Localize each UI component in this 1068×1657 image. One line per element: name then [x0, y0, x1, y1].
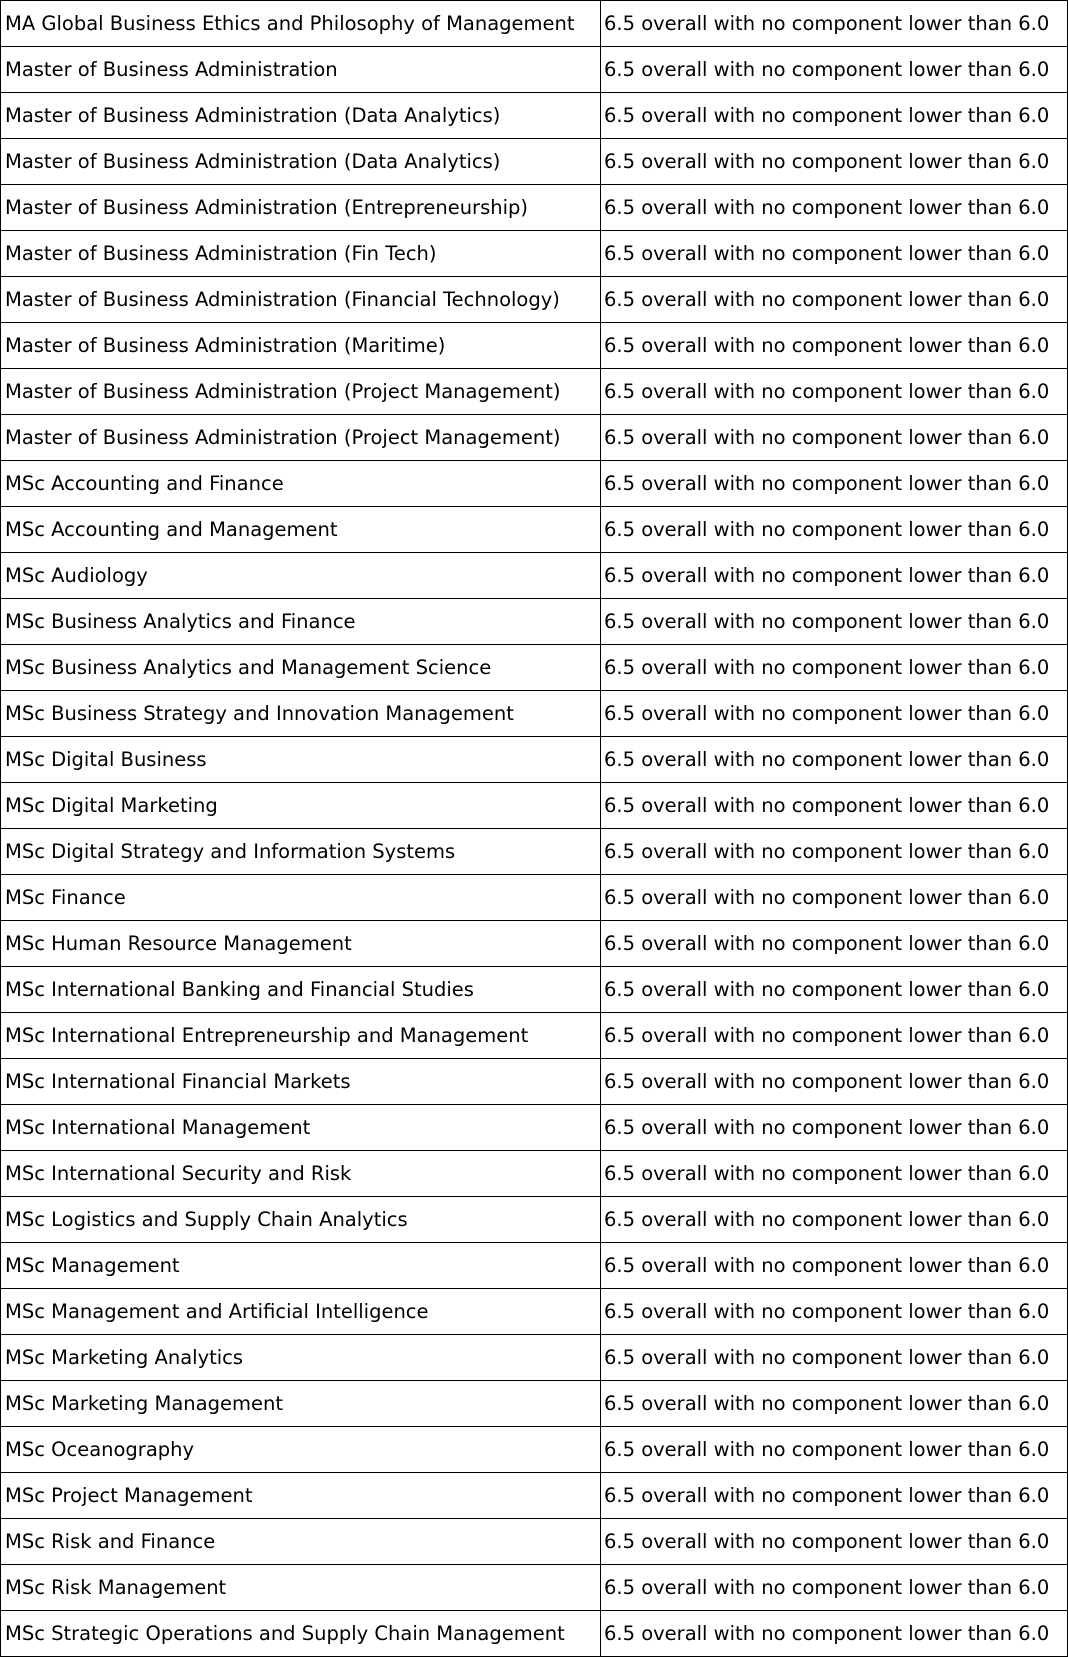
programme-cell: Master of Business Administration (Maritime): [1, 323, 601, 369]
programme-cell: Master of Business Administration (Project Management): [1, 415, 601, 461]
table-row: [1, 967, 1068, 1013]
requirement-cell: 6.5 overall with no component lower than 6.0: [601, 1197, 1068, 1243]
table-row: [1, 185, 1068, 231]
table-row: [1, 1243, 1068, 1289]
requirement-cell: 6.5 overall with no component lower than 6.0: [601, 1151, 1068, 1197]
programme-cell: MSc Oceanography: [1, 1427, 601, 1473]
table-row: [1, 1013, 1068, 1059]
requirement-cell: 6.5 overall with no component lower than 6.0: [601, 139, 1068, 185]
programme-cell: MSc International Security and Risk: [1, 1151, 601, 1197]
requirement-cell: 6.5 overall with no component lower than 6.0: [601, 1335, 1068, 1381]
requirement-cell: 6.5 overall with no component lower than 6.0: [601, 93, 1068, 139]
programme-cell: MSc Risk and Finance: [1, 1519, 601, 1565]
table-row: [1, 1565, 1068, 1611]
table-row: [1, 921, 1068, 967]
programme-cell: Master of Business Administration (Project Management): [1, 369, 601, 415]
programme-cell: MSc Human Resource Management: [1, 921, 601, 967]
programme-cell: MSc Accounting and Finance: [1, 461, 601, 507]
table-row: [1, 1381, 1068, 1427]
table-row: [1, 277, 1068, 323]
requirement-cell: 6.5 overall with no component lower than 6.0: [601, 1427, 1068, 1473]
table-row: [1, 1151, 1068, 1197]
requirement-cell: 6.5 overall with no component lower than 6.0: [601, 875, 1068, 921]
requirement-cell: 6.5 overall with no component lower than 6.0: [601, 1243, 1068, 1289]
programme-cell: Master of Business Administration (Fin Tech): [1, 231, 601, 277]
programme-cell: Master of Business Administration (Entrepreneurship): [1, 185, 601, 231]
requirement-cell: 6.5 overall with no component lower than 6.0: [601, 645, 1068, 691]
table-row: [1, 645, 1068, 691]
table-row: [1, 553, 1068, 599]
programme-cell: MSc Accounting and Management: [1, 507, 601, 553]
programme-cell: MSc Management and Artificial Intelligence: [1, 1289, 601, 1335]
table-row: [1, 1, 1068, 47]
programme-cell: MSc International Banking and Financial Studies: [1, 967, 601, 1013]
requirement-cell: 6.5 overall with no component lower than 6.0: [601, 461, 1068, 507]
programme-cell: MSc Digital Marketing: [1, 783, 601, 829]
table-row: [1, 1519, 1068, 1565]
table-row: [1, 1289, 1068, 1335]
requirement-cell: 6.5 overall with no component lower than 6.0: [601, 507, 1068, 553]
requirement-cell: 6.5 overall with no component lower than 6.0: [601, 1611, 1068, 1657]
requirement-cell: 6.5 overall with no component lower than 6.0: [601, 1013, 1068, 1059]
programme-cell: MSc Project Management: [1, 1473, 601, 1519]
requirement-cell: 6.5 overall with no component lower than 6.0: [601, 1059, 1068, 1105]
programme-cell: MSc International Entrepreneurship and Management: [1, 1013, 601, 1059]
table-row: [1, 829, 1068, 875]
programme-cell: Master of Business Administration (Financial Technology): [1, 277, 601, 323]
programme-cell: MSc Risk Management: [1, 1565, 601, 1611]
table-row: [1, 93, 1068, 139]
programme-cell: MA Global Business Ethics and Philosophy of Management: [1, 1, 601, 47]
table-row: [1, 507, 1068, 553]
requirement-cell: 6.5 overall with no component lower than 6.0: [601, 1381, 1068, 1427]
table-row: [1, 139, 1068, 185]
programme-cell: MSc Business Analytics and Finance: [1, 599, 601, 645]
requirement-cell: 6.5 overall with no component lower than 6.0: [601, 829, 1068, 875]
table-row: [1, 1197, 1068, 1243]
table-row: [1, 1611, 1068, 1657]
requirement-cell: 6.5 overall with no component lower than 6.0: [601, 1289, 1068, 1335]
programme-cell: MSc Business Strategy and Innovation Management: [1, 691, 601, 737]
requirement-cell: 6.5 overall with no component lower than 6.0: [601, 369, 1068, 415]
programme-cell: MSc Business Analytics and Management Science: [1, 645, 601, 691]
requirement-cell: 6.5 overall with no component lower than 6.0: [601, 1519, 1068, 1565]
requirement-cell: 6.5 overall with no component lower than 6.0: [601, 415, 1068, 461]
requirement-cell: 6.5 overall with no component lower than 6.0: [601, 47, 1068, 93]
table-body: [1, 1, 1068, 1657]
requirement-cell: 6.5 overall with no component lower than 6.0: [601, 1105, 1068, 1151]
table-row: [1, 323, 1068, 369]
requirement-cell: 6.5 overall with no component lower than 6.0: [601, 783, 1068, 829]
requirement-cell: 6.5 overall with no component lower than 6.0: [601, 737, 1068, 783]
table-row: [1, 691, 1068, 737]
requirement-cell: 6.5 overall with no component lower than 6.0: [601, 599, 1068, 645]
requirement-cell: 6.5 overall with no component lower than 6.0: [601, 185, 1068, 231]
requirement-cell: 6.5 overall with no component lower than 6.0: [601, 231, 1068, 277]
programme-cell: Master of Business Administration (Data Analytics): [1, 139, 601, 185]
table-row: [1, 461, 1068, 507]
table-row: [1, 1473, 1068, 1519]
programme-cell: Master of Business Administration: [1, 47, 601, 93]
requirement-cell: 6.5 overall with no component lower than 6.0: [601, 921, 1068, 967]
programme-cell: MSc Logistics and Supply Chain Analytics: [1, 1197, 601, 1243]
programme-cell: MSc International Financial Markets: [1, 1059, 601, 1105]
programme-cell: MSc Digital Business: [1, 737, 601, 783]
programme-cell: MSc Strategic Operations and Supply Chain Management: [1, 1611, 601, 1657]
table-row: [1, 415, 1068, 461]
table-row: [1, 737, 1068, 783]
programme-cell: MSc Management: [1, 1243, 601, 1289]
table-row: [1, 1059, 1068, 1105]
requirement-cell: 6.5 overall with no component lower than 6.0: [601, 1473, 1068, 1519]
table-row: [1, 369, 1068, 415]
table-row: [1, 1105, 1068, 1151]
requirement-cell: 6.5 overall with no component lower than 6.0: [601, 323, 1068, 369]
table-row: [1, 1427, 1068, 1473]
requirement-cell: 6.5 overall with no component lower than 6.0: [601, 1, 1068, 47]
programme-cell: MSc Audiology: [1, 553, 601, 599]
requirement-cell: 6.5 overall with no component lower than 6.0: [601, 277, 1068, 323]
table-row: [1, 599, 1068, 645]
table-row: [1, 875, 1068, 921]
requirement-cell: 6.5 overall with no component lower than 6.0: [601, 1565, 1068, 1611]
requirement-cell: 6.5 overall with no component lower than 6.0: [601, 691, 1068, 737]
table-row: [1, 47, 1068, 93]
programme-cell: MSc Marketing Management: [1, 1381, 601, 1427]
requirement-cell: 6.5 overall with no component lower than 6.0: [601, 553, 1068, 599]
programme-cell: MSc International Management: [1, 1105, 601, 1151]
programme-cell: MSc Finance: [1, 875, 601, 921]
table-row: [1, 1335, 1068, 1381]
programme-cell: MSc Digital Strategy and Information Systems: [1, 829, 601, 875]
programme-cell: Master of Business Administration (Data Analytics): [1, 93, 601, 139]
programme-cell: MSc Marketing Analytics: [1, 1335, 601, 1381]
table-row: [1, 231, 1068, 277]
table-row: [1, 783, 1068, 829]
requirement-cell: 6.5 overall with no component lower than 6.0: [601, 967, 1068, 1013]
